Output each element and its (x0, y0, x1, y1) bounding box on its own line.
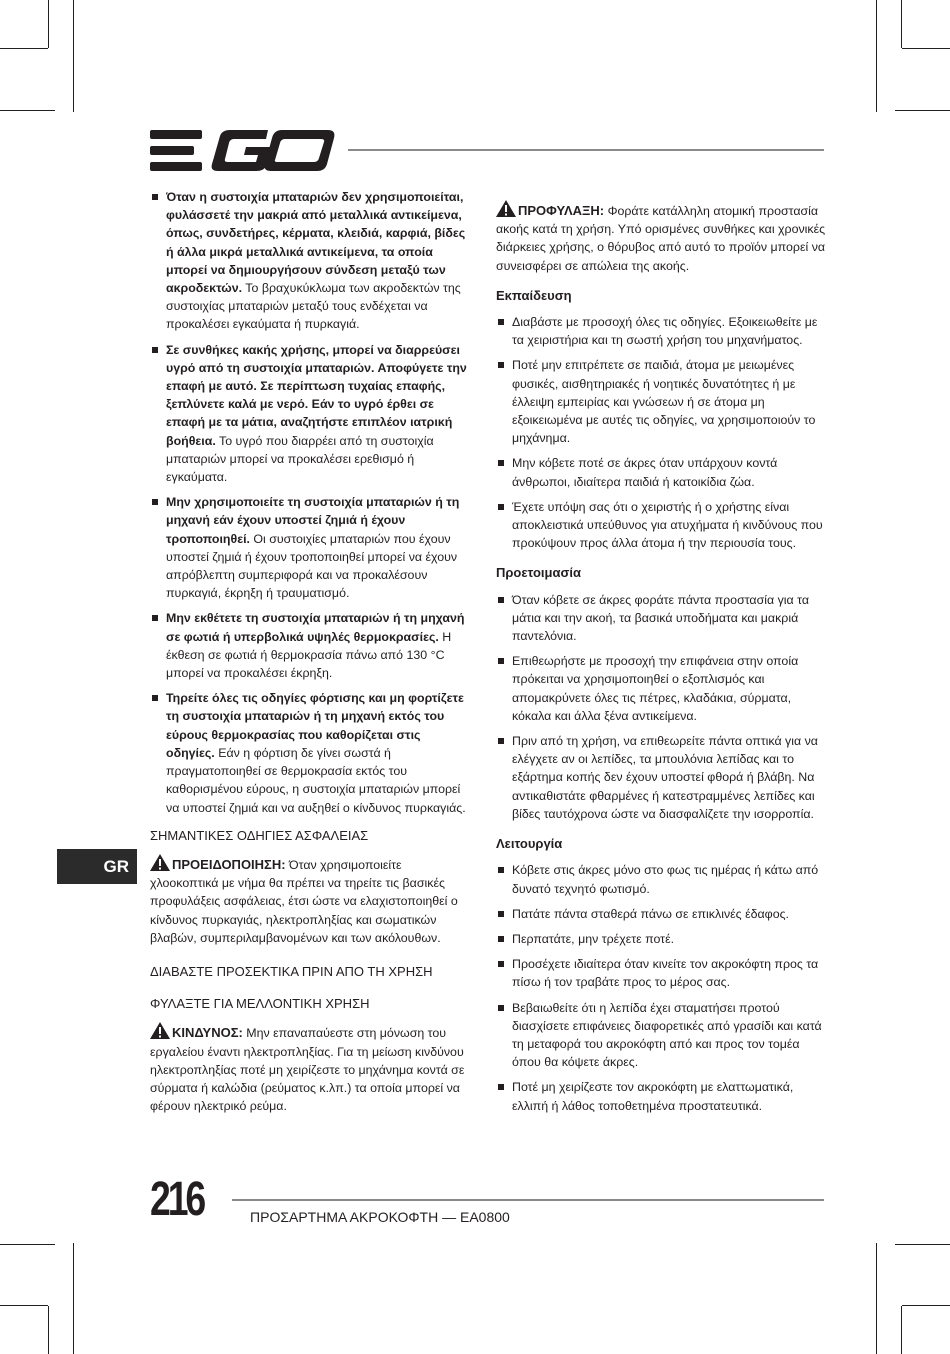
crop-mark (901, 1306, 902, 1354)
crop-mark (48, 1306, 49, 1354)
read-before-use-heading: ΔΙΑΒΑΣΤΕ ΠΡΟΣΕΚΤΙΚΑ ΠΡΙΝ ΑΠΟ ΤΗ ΧΡΗΣΗ (150, 963, 433, 979)
crop-mark (0, 1244, 55, 1245)
crop-mark (73, 0, 74, 112)
list-item: Όταν κόβετε σε άκρες φοράτε πάντα προστασία για τα μάτια και την ακοή, τα βασικά υποδήματα και μακριά παντελόνια. (496, 591, 826, 646)
danger-text: Μην επαναπαύεστε στη μόνωση του εργαλείου έναντι ηλεκτροπληξίας. Για τη μείωση κινδύνου ηλεκτροπληξίας ποτέ μη χειρίζεστε το μηχάνημα κοντά σε σύρματα ή καλώδια (ρεύματος κ.λπ.) τα οποία μπορεί να φέρουν ηλεκτρικό ρεύμα. (150, 1026, 465, 1114)
list-item (150, 609, 472, 682)
warning-label: ΠΡΟΕΙΔΟΠΟΙΗΣΗ: (172, 856, 286, 872)
section-title-training: Εκπαίδευση (496, 287, 572, 303)
list-item: Ποτέ μη χειρίζεστε τον ακροκόφτη με ελαττωματικά, ελλιπή ή λάθος τοποθετημένα προστατευτικά. (496, 1078, 826, 1114)
warning-paragraph (150, 854, 472, 947)
crop-mark (895, 1244, 950, 1245)
list-item: Βεβαιωθείτε ότι η λεπίδα έχει σταματήσει προτού διασχίσετε επιφάνειες διαφορετικές από γρασίδι και κατά τη μεταφορά του ακροκόφτη από και προς τον τομέα όπου θα κόψετε άκρες. (496, 999, 826, 1072)
crop-mark (0, 110, 55, 111)
list-item: Μην κόβετε ποτέ σε άκρες όταν υπάρχουν κοντά άνθρωποι, ιδιαίτερα παιδιά ή κατοικίδια ζώα. (496, 454, 826, 490)
danger-paragraph (150, 1022, 472, 1115)
crop-mark (48, 0, 49, 48)
crop-mark (876, 1243, 877, 1354)
crop-mark (902, 48, 950, 49)
crop-mark (73, 1243, 74, 1354)
crop-mark (0, 48, 48, 49)
list-item: Πριν από τη χρήση, να επιθεωρείτε πάντα οπτικά για να ελέγχετε αν οι λεπίδες, τα μπουλόνια λεπίδας και το εξάρτημα κοπής δεν έχουν υποστεί φθορά ή βλάβη. Να αντικαθιστάτε φθαρμένες ή κατεστραμμένες λεπίδες και βίδες ταυτόχρονα ώστε να διασφαλίζετε την ισορροπία. (496, 732, 826, 823)
list-item: Επιθεωρήστε με προσοχή την επιφάνεια στην οποία πρόκειται να χρησιμοποιηθεί ο εξοπλισμός και απομακρύνετε όλες τις πέτρες, κλαδάκια, σύρματα, κόκαλα και άλλα ξένα αντικείμενα. (496, 652, 826, 725)
bullet-text: Οι συστοιχίες μπαταριών που έχουν υποστεί ζημιά ή έχουν τροποποιηθεί μπορεί να έχουν απρόβλεπτη συμπεριφορά και να προκαλέσουν πυρκαγιά, έκρηξη ή τραυματισμό. (166, 531, 458, 601)
section-title-operation: Λειτουργία (496, 836, 563, 852)
bullet-bold: Τηρείτε όλες τις οδηγίες φόρτισης και μη φορτίζετε τη συστοιχία μπαταριών ή τη μηχανή εκτός του εύρους θερμοκρασίας που καθορίζεται στις οδηγίες. (166, 691, 464, 760)
warning-triangle-icon (150, 1022, 170, 1039)
safety-heading: ΣΗΜΑΝΤΙΚΕΣ ΟΔΗΓΙΕΣ ΑΣΦΑΛΕΙΑΣ (150, 827, 369, 843)
bullet-text: Η έκθεση σε φωτιά ή θερμοκρασία πάνω από 130 °C μπορεί να προκαλέσει έκρηξη. (166, 629, 452, 681)
list-item: Διαβάστε με προσοχή όλες τις οδηγίες. Εξοικειωθείτε με τα χειριστήρια και τη σωστή χρήση του μηχανήματος. (496, 313, 826, 349)
language-tab: GR (57, 849, 137, 884)
list-item: Προσέχετε ιδιαίτερα όταν κινείτε τον ακροκόφτη προς τα πίσω ή τον τραβάτε προς το μέρος σας. (496, 955, 826, 991)
crop-mark (901, 0, 902, 48)
caution-paragraph (496, 200, 826, 275)
page-number: 216 (150, 1173, 204, 1226)
right-column (496, 200, 826, 1122)
crop-mark (902, 1305, 950, 1306)
list-item (150, 341, 472, 487)
list-item: Ποτέ μην επιτρέπετε σε παιδιά, άτομα με μειωμένες φυσικές, αισθητηριακές ή νοητικές δυνατότητες ή με έλλειψη εμπειρίας και γνώσεων ή σε άτομα μη εξοικειωμένα με αυτές τις οδηγίες, να χρησιμοποιούν το μηχάνημα. (496, 356, 826, 447)
bullet-text: Το βραχυκύκλωμα των ακροδεκτών της συστοιχίας μπαταριών μεταξύ τους ενδέχεται να προκαλέσει εγκαύματα ή πυρκαγιά. (166, 281, 461, 332)
footer-rule (232, 1199, 824, 1201)
caution-text: Φοράτε κατάλληλη ατομική προστασία ακοής κατά τη χρήση. Υπό ορισμένες συνθήκες και χρονικές διάρκειες χρήσης, ο θόρυβος από αυτό το προϊόν μπορεί να συνεισφέρει σε απώλεια της ακοής. (496, 204, 826, 273)
ego-logo (150, 130, 335, 172)
bullet-text: Το υγρό που διαρρέει από τη συστοιχία μπαταριών μπορεί να προκαλέσει ερεθισμό ή εγκαύματα. (166, 433, 434, 485)
keep-for-future-heading: ΦΥΛΑΞΤΕ ΓΙΑ ΜΕΛΛΟΝΤΙΚΗ ΧΡΗΣΗ (150, 996, 370, 1012)
danger-label: ΚΙΝΔΥΝΟΣ: (172, 1025, 243, 1041)
section-title-preparation: Προετοιμασία (496, 565, 581, 581)
list-item (150, 188, 472, 334)
left-column (150, 188, 472, 1125)
list-item (150, 689, 472, 816)
bullet-bold: Μην χρησιμοποιείτε τη συστοιχία μπαταριών ή τη μηχανή εάν έχουν υποστεί ζημιά ή έχουν τροποποιηθεί. (166, 495, 460, 546)
warning-triangle-icon (496, 200, 516, 217)
list-item (150, 493, 472, 602)
header-rule (348, 149, 824, 151)
crop-mark (895, 110, 950, 111)
list-item: Περπατάτε, μην τρέχετε ποτέ. (496, 930, 826, 948)
crop-mark (876, 0, 877, 112)
bullet-bold: Σε συνθήκες κακής χρήσης, μπορεί να διαρρεύσει υγρό από τη συστοιχία μπαταριών. Αποφύγετε την επαφή με αυτό. Σε περίπτωση τυχαίας επαφής, ξεπλύνετε καλά με νερό. Εάν το υγρό έρθει σε επαφή με τα μάτια, αναζητήστε επιπλέον ιατρική βοήθεια. (166, 342, 467, 448)
footer-title: ΠΡΟΣΑΡΤΗΜΑ ΑΚΡΟΚΟΦΤΗ — EA0800 (250, 1209, 510, 1225)
list-item: Έχετε υπόψη σας ότι ο χειριστής ή ο χρήστης είναι αποκλειστικά υπεύθυνος για ατυχήματα ή κινδύνους που προκύψουν προς άλλα άτομα ή την περιουσία τους. (496, 498, 826, 553)
bullet-bold: Όταν η συστοιχία μπαταριών δεν χρησιμοποιείται, φυλάσσετέ την μακριά από μεταλλικά αντικείμενα, όπως, συνδετήρες, κέρματα, κλειδιά, καρφιά, βίδες ή άλλα μικρά μεταλλικά αντικείμενα, τα οποία μπορεί να δημιουργήσουν σύνδεση μεταξύ των ακροδεκτών. (166, 190, 466, 296)
warning-triangle-icon (150, 854, 170, 871)
crop-mark (0, 1305, 48, 1306)
list-item: Κόβετε στις άκρες μόνο στο φως τις ημέρας ή κάτω από δυνατό τεχνητό φωτισμό. (496, 861, 826, 897)
warning-text: Όταν χρησιμοποιείτε χλοοκοπτικά με νήμα θα πρέπει να τηρείτε τις βασικές προφυλάξεις ασφάλειας, έτσι ώστε να ελαχιστοποιηθεί ο κίνδυνος πυρκαγιάς, ηλεκτροπληξίας και σωματικών βλαβών, συμπεριλαμβανομένων και των ακόλουθων. (150, 857, 458, 945)
bullet-bold: Μην εκθέτετε τη συστοιχία μπαταριών ή τη μηχανή σε φωτιά ή υπερβολικά υψηλές θερμοκρασίες. (166, 611, 465, 644)
bullet-text: Εάν η φόρτιση δε γίνει σωστά ή πραγματοποιηθεί σε θερμοκρασία εκτός του καθορισμένου εύρους, η συστοιχία μπαταριών μπορεί να υποστεί ζημιά και να αυξηθεί ο κίνδυνος πυρκαγιάς. (166, 745, 466, 815)
list-item: Πατάτε πάντα σταθερά πάνω σε επικλινές έδαφος. (496, 905, 826, 923)
caution-label: ΠΡΟΦΥΛΑΞΗ: (518, 203, 605, 218)
